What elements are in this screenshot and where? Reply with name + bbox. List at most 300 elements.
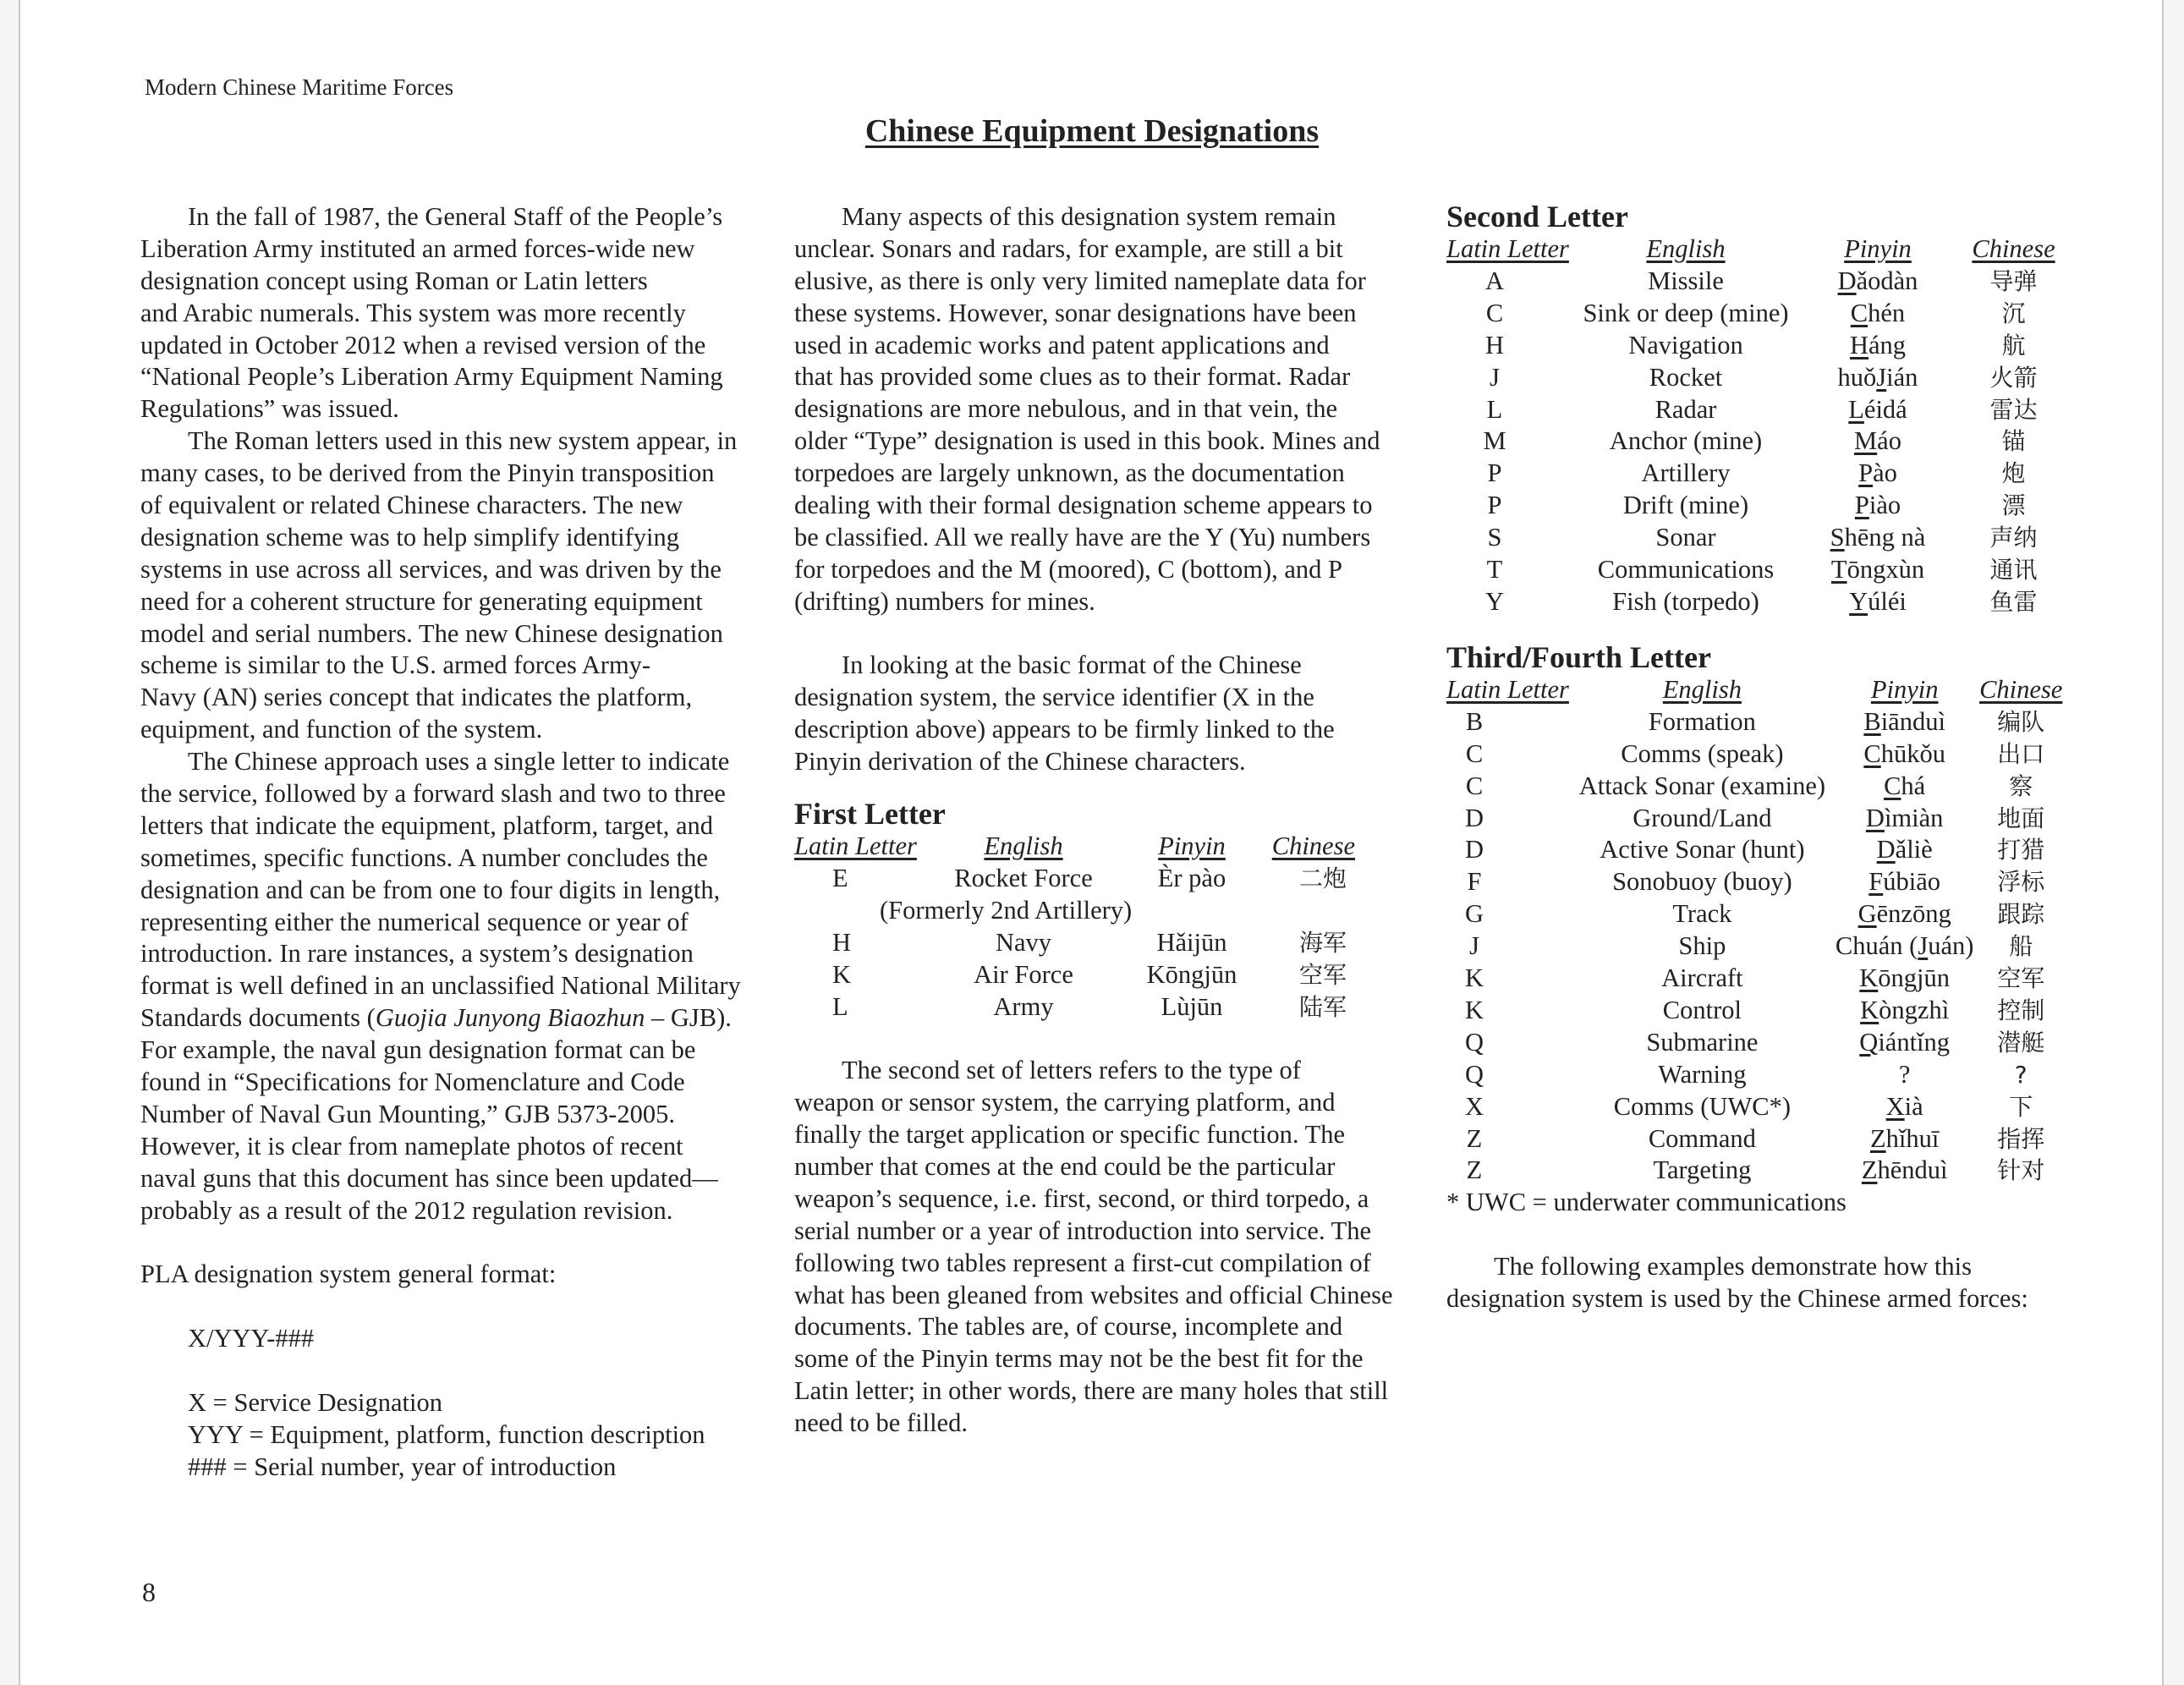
paragraph-examples-intro [1446,1251,2089,1315]
latin-letter-cell [1446,522,1575,554]
right-column [1446,200,2089,1315]
column-header-english: English [984,832,1063,861]
pinyin-cell [1797,522,1959,554]
english-cell: Attack Sonar (examine) [1578,771,1826,800]
text-line: torpedoes are largely unknown, as the documentation [794,458,1345,488]
chinese-cell: 导弹 [1989,266,2038,295]
table-row [1446,425,2068,458]
text-line: the service, followed by a forward slash and two to three [140,779,726,809]
chinese-cell: 潜艇 [1997,1028,2045,1057]
second-letter-table [1446,233,2068,618]
pinyin-cell [1836,866,1974,898]
latin-letter: D [1464,803,1484,832]
pinyin-key-letter: D [1837,266,1857,295]
pinyin-cell [1836,1091,1974,1123]
text-line: Navy (AN) series concept that indicates the platform, [140,683,693,712]
table-row [1446,771,2068,803]
latin-letter-cell [1446,586,1575,618]
english-cell: Rocket Force [954,863,1093,892]
pinyin-rest: ià [1904,1091,1923,1121]
pinyin-key-letter: H [1849,330,1868,360]
pinyin-cell [1797,330,1959,362]
chinese-cell: 跟踪 [1997,900,2045,929]
chinese-cell: 下 [2009,1092,2033,1121]
paragraph-second-set [794,1055,1420,1440]
latin-letter-cell: E [832,863,848,892]
chinese-cell: 打猎 [1997,836,2045,864]
text-line: The Roman letters used in this new system appear, in [188,426,738,456]
latin-letter: P [1487,491,1502,520]
pinyin-cell [1797,362,1959,394]
english-cell: Sonar [1655,523,1716,552]
text-line: found in “Specifications for Nomenclature and Code [140,1068,685,1097]
text-line: In the fall of 1987, the General Staff of the People’s [188,202,723,231]
latin-letter-cell [1446,330,1575,362]
pinyin-rest: ǎodàn [1856,266,1918,295]
column-header-pinyin: Pinyin [1870,674,1939,704]
pinyin-cell [1836,1027,1974,1059]
latin-letter: C [1485,298,1504,327]
text-line: be classified. All we really have are the Y (Yu) numbers [794,522,1371,552]
latin-letter: X [1464,1091,1484,1121]
english-cell: Navy [995,927,1052,957]
pinyin-cell [1836,1123,1974,1155]
table-header-row [1446,233,2068,266]
pinyin-cell [1797,586,1959,618]
running-head: Modern Chinese Maritime Forces [145,74,454,100]
pinyin-key-letter: X [1885,1091,1905,1121]
pinyin-rest: há [1901,771,1926,800]
chinese-cell: 出口 [1997,739,2045,768]
latin-letter-cell [1446,394,1575,426]
pinyin-key-letter: S [1830,523,1845,552]
page-title [0,112,2184,151]
text-line: and Arabic numerals. This system was more recently [140,298,686,327]
english-cell: Artillery [1641,458,1731,488]
latin-letter: Y [1484,586,1505,616]
pinyin-cell: Kōngjūn [1146,959,1237,989]
table-row [1446,394,2068,426]
pinyin-rest: iào [1868,491,1901,520]
pinyin-key-letter: B [1863,706,1881,736]
english-cell: Drift (mine) [1622,491,1749,520]
chinese-cell: 编队 [1997,707,2045,736]
text-line: that has provided some clues as to their format. Radar [794,362,1351,392]
latin-letter: D [1464,835,1484,864]
latin-letter-cell [1446,1155,1569,1187]
latin-letter-cell [1446,1027,1569,1059]
pinyin-key-letter: T [1830,555,1847,585]
latin-letter-cell [1446,803,1569,835]
latin-letter: B [1465,706,1484,736]
pinyin-key-letter: C [1884,771,1901,800]
latin-letter-cell [1446,706,1569,738]
latin-letter: J [1490,362,1500,392]
text-line: model and serial numbers. The new Chinese designation [140,618,723,648]
text-line: elusive, as there is only very limited nameplate data for [794,266,1366,295]
pinyin-cell [1836,803,1974,835]
pinyin-key-letter: M [1854,426,1878,456]
text-line: However, it is clear from nameplate photos of recent [140,1131,683,1161]
table-row [1446,1091,2068,1123]
chinese-cell: 针对 [1997,1156,2045,1185]
pinyin-rest: ? [1898,1059,1911,1089]
text-line: what has been gleaned from websites and official Chinese [794,1280,1393,1309]
latin-letter-cell [1446,963,1569,995]
pinyin-cell [1836,995,1974,1027]
table-row [1446,995,2068,1027]
text-line: Liberation Army instituted an armed forces-wide new [140,233,695,263]
english-cell: Track [1672,899,1732,929]
pinyin-rest: hǐhuī [1885,1123,1940,1153]
latin-letter: A [1484,266,1505,295]
english-cell: Radar [1654,394,1717,424]
latin-letter-cell: H [832,927,852,957]
text-line: Latin letter; in other words, there are many holes that still [794,1376,1389,1406]
table-row [1446,803,2068,835]
text-line: format is well defined in an unclassified National Military [140,971,741,1001]
english-cell: Fish (torpedo) [1612,586,1759,616]
english-cell: Communications [1597,555,1775,585]
text-line: designation concept using Roman or Latin letters [140,266,648,295]
page-number: 8 [142,1577,156,1607]
chinese-cell: 炮 [2001,459,2026,488]
pinyin-key-letter: D [1865,803,1885,832]
text-line: systems in use across all services, and was driven by the [140,554,722,584]
text-line: scheme is similar to the U.S. armed forces Army- [140,650,651,680]
pinyin-rest: ào [1873,458,1897,488]
english-cell: Control [1662,995,1742,1024]
gjb-italic-term: Guojia Junyong Biaozhun [375,1003,645,1033]
pinyin-key-letter: Y [1849,586,1868,616]
text-line: naval guns that this document has since been updated— [140,1163,718,1193]
latin-letter-cell [1446,298,1575,330]
latin-letter-cell [1446,995,1569,1027]
latin-letter-cell [1446,1123,1569,1155]
latin-letter-cell [1446,490,1575,522]
latin-letter: Z [1466,1123,1483,1153]
latin-letter: H [1484,330,1505,360]
latin-letter-cell [1446,1091,1569,1123]
pinyin-rest: ēnzōng [1876,899,1951,929]
table-row [794,863,1355,895]
text-line: description above) appears to be firmly linked to the [794,715,1335,744]
pinyin-key-letter: G [1857,899,1877,929]
text-line: “National People’s Liberation Army Equipment Naming [140,362,723,392]
text-line: some of the Pinyin terms may not be the best fit for the [794,1344,1364,1374]
pinyin-cell [1797,554,1959,586]
column-header-english: English [1662,674,1742,704]
pinyin-rest: ìmiàn [1884,803,1944,832]
latin-letter: L [1486,394,1503,424]
pinyin-cell [1836,1155,1974,1187]
pinyin-rest: ián [1886,362,1918,392]
table-row [1446,866,2068,898]
pinyin-rest: òngzhì [1879,995,1950,1024]
text-line: sometimes, specific functions. A number concludes the [140,842,708,872]
latin-letter: Q [1464,1059,1484,1089]
text-line: weapon or sensor system, the carrying platform, and [794,1088,1336,1117]
paragraph-chinese-approach [140,746,766,1227]
pinyin-key-letter: D [1876,835,1896,864]
format-pattern: X/YYY-### [188,1324,315,1353]
text-line: (drifting) numbers for mines. [794,586,1095,616]
text-line: designation scheme was to help simplify identifying [140,522,680,552]
latin-letter-cell [1446,738,1569,771]
text-line: The Chinese approach uses a single letter to indicate [188,747,730,777]
paragraph-unclear-aspects [794,201,1420,618]
latin-letter-cell [1446,554,1575,586]
latin-letter: M [1483,426,1506,456]
pinyin-prefix: Chuán ( [1835,931,1918,961]
pinyin-rest: iántǐng [1878,1027,1951,1057]
english-cell: Formation [1648,706,1756,736]
column-header-latin-letter: Latin Letter [1446,674,1569,704]
pinyin-rest: uán) [1928,931,1974,961]
english-cell: Sink or deep (mine) [1583,298,1789,327]
format-legend-line: ### = Serial number, year of introduction [188,1452,617,1481]
table-row [794,959,1355,991]
pinyin-rest: úléi [1868,586,1907,616]
text-line [140,1002,766,1035]
table-row [1446,1155,2068,1187]
text-line: older “Type” designation is used in this book. Mines and [794,426,1380,456]
latin-letter: K [1464,963,1484,993]
pinyin-key-letter: K [1860,995,1879,1024]
first-letter-heading: First Letter [794,797,946,832]
column-header-pinyin: Pinyin [1844,234,1912,263]
table-row [1446,834,2068,866]
pinyin-cell [1797,394,1959,426]
chinese-cell: 浮标 [1997,868,2045,897]
english-cell: Aircraft [1661,963,1743,993]
chinese-cell: 陆军 [1298,992,1347,1021]
latin-letter-cell [1446,834,1569,866]
english-cell: Missile [1648,266,1724,295]
table-row [1446,1123,2068,1155]
pinyin-key-letter: J [1876,362,1887,392]
latin-letter-cell [1446,362,1575,394]
format-intro: PLA designation system general format: [140,1260,557,1289]
latin-letter: Q [1464,1027,1484,1057]
text-line: introduction. In rare instances, a system’s designation [140,939,694,969]
paragraph-roman-letters [140,425,766,746]
pinyin-cell [1797,425,1959,458]
table-row [1446,522,2068,554]
table-header-row [794,831,1355,863]
latin-letter-cell [1446,266,1575,298]
english-cell-note: (Formerly 2nd Artillery) [880,895,1133,925]
table-row [1446,738,2068,771]
column-header-chinese: Chinese [1979,674,2063,704]
pinyin-rest: áng [1868,330,1907,360]
table-row [1446,586,2068,618]
english-cell: Comms (UWC*) [1613,1091,1792,1121]
latin-letter: G [1464,899,1484,929]
text-line: equipment, and function of the system. [140,715,543,744]
pinyin-key-letter: Z [1861,1155,1878,1185]
latin-letter: P [1487,458,1502,488]
text-line: For example, the naval gun designation format can be [140,1035,696,1065]
text-line: used in academic works and patent applications and [794,330,1330,360]
pinyin-cell [1836,930,1974,963]
pinyin-rest: ǎliè [1895,835,1933,864]
latin-letter: J [1469,931,1479,961]
text-line: The following examples demonstrate how this [1494,1252,1972,1282]
latin-letter: T [1486,555,1503,585]
text-line: documents. The tables are, of course, incomplete and [794,1312,1343,1342]
table-row [1446,963,2068,995]
format-legend-line: X = Service Designation [188,1387,442,1417]
pinyin-key-letter: C [1850,298,1868,327]
chinese-cell: 雷达 [1989,395,2038,424]
english-cell: Active Sonar (hunt) [1600,835,1805,864]
text-span: Standards documents ( [140,1003,376,1033]
text-line: weapon’s sequence, i.e. first, second, or third torpedo, a [794,1183,1369,1213]
pinyin-prefix: huǒ [1837,362,1877,392]
chinese-cell: 空军 [1997,964,2045,993]
pinyin-key-letter: F [1868,867,1884,897]
table-row [1446,554,2068,586]
latin-letter-cell: L [832,991,848,1021]
pinyin-key-letter: L [1848,394,1864,424]
latin-letter-cell [1446,458,1575,490]
latin-letter-cell [1446,425,1575,458]
pinyin-key-letter: Q [1859,1027,1879,1057]
table-header-row [1446,674,2068,706]
chinese-cell: 船 [2009,932,2033,961]
chinese-cell: ? [2014,1060,2028,1089]
text-line: Pinyin derivation of the Chinese characters. [794,747,1246,777]
pinyin-key-letter: J [1918,931,1929,961]
pinyin-rest: hēng nà [1844,523,1926,552]
english-cell: Army [993,991,1054,1021]
text-line: designation system is used by the Chinese armed forces: [1446,1284,2028,1314]
english-cell: Submarine [1646,1027,1759,1057]
text-line: unclear. Sonars and radars, for example, are still a bit [794,233,1343,263]
pinyin-rest: éidá [1863,394,1907,424]
pinyin-cell: Hǎijūn [1156,927,1227,957]
pinyin-key-letter: C [1863,738,1881,768]
english-cell: Ship [1678,931,1726,961]
third-fourth-letter-heading: Third/Fourth Letter [1446,639,1711,674]
chinese-cell: 二炮 [1298,864,1347,892]
second-letter-heading: Second Letter [1446,200,1628,233]
latin-letter: K [1464,995,1484,1024]
chinese-cell: 漂 [2001,491,2026,520]
text-line: many cases, to be derived from the Pinyin transposition [140,458,715,488]
chinese-cell: 鱼雷 [1989,587,2038,616]
text-line: of equivalent or related Chinese characters. The new [140,491,683,520]
page-title-text: Chinese Equipment Designations [864,113,1320,149]
text-line: representing either the numerical sequence or year of [140,907,689,936]
latin-letter: F [1467,867,1482,897]
pinyin-cell: Èr pào [1157,863,1226,892]
text-line: Many aspects of this designation system remain [842,202,1336,231]
pinyin-cell [1836,898,1974,930]
column-header-latin-letter: Latin Letter [1446,234,1569,263]
table-row [1446,490,2068,522]
english-cell: Targeting [1653,1155,1752,1185]
pinyin-rest: iānduì [1880,706,1945,736]
text-line: designations are more nebulous, and in that vein, the [794,394,1338,424]
pinyin-cell [1836,738,1974,771]
middle-column [794,201,1420,1440]
pinyin-rest: ōngxùn [1847,555,1925,585]
table-row [1446,458,2068,490]
footnote: * UWC = underwater communications [1446,1188,1847,1217]
latin-letter-cell [1446,771,1569,803]
text-span: – GJB). [645,1003,732,1033]
pinyin-rest: áo [1877,426,1901,456]
english-cell: Command [1648,1123,1756,1153]
paragraph-basic-format [794,650,1420,778]
pinyin-rest: úbiāo [1883,867,1941,897]
chinese-cell: 通讯 [1989,556,2038,585]
text-line: serial number or a year of introduction into service. The [794,1216,1372,1245]
text-line: Number of Naval Gun Mounting,” GJB 5373-2005. [140,1099,675,1128]
text-line: letters that indicate the equipment, platform, target, and [140,810,713,840]
table-row [1446,330,2068,362]
pinyin-rest: hén [1868,298,1906,327]
column-header-english: English [1646,234,1726,263]
latin-letter-cell: K [832,959,852,989]
format-legend-line: YYY = Equipment, platform, function description [188,1419,705,1449]
pinyin-cell [1797,266,1959,298]
english-cell: Sonobuoy (buoy) [1612,867,1792,897]
pinyin-key-letter: P [1854,491,1869,520]
text-line: these systems. However, sonar designations have been [794,298,1357,327]
table-row [1446,266,2068,298]
text-line: updated in October 2012 when a revised version of the [140,330,706,360]
pinyin-cell: Lùjūn [1161,991,1223,1021]
column-header-chinese: Chinese [1271,832,1355,861]
table-row [1446,706,2068,738]
text-line: following two tables represent a first-cut compilation of [794,1248,1371,1277]
text-line: designation and can be from one to four digits in length, [140,875,721,904]
table-row [794,895,1355,927]
left-column [140,201,766,1484]
pinyin-rest: hēnduì [1877,1155,1948,1185]
pinyin-cell [1836,834,1974,866]
chinese-cell: 指挥 [1997,1124,2045,1153]
table-row [794,991,1355,1024]
pinyin-rest: ōngjūn [1878,963,1951,993]
latin-letter-cell [1446,930,1569,963]
latin-letter-cell [1446,1059,1569,1091]
text-line: for torpedoes and the M (moored), C (bottom), and P [794,554,1342,584]
table-row [1446,930,2068,963]
chinese-cell: 控制 [1997,996,2045,1024]
column-header-pinyin: Pinyin [1158,832,1226,861]
chinese-cell: 察 [2009,771,2033,800]
english-cell: Rocket [1649,362,1723,392]
paragraph-intro [140,201,766,425]
english-cell: Warning [1658,1059,1747,1089]
english-cell: Comms (speak) [1621,738,1784,768]
table-row [794,927,1355,959]
pinyin-key-letter: Z [1869,1123,1886,1153]
latin-letter: C [1465,738,1484,768]
chinese-cell: 空军 [1298,960,1347,989]
text-line: finally the target application or specific function. The [794,1120,1346,1150]
latin-letter: C [1465,771,1484,800]
text-line: dealing with their formal designation scheme appears to [794,491,1373,520]
chinese-cell: 声纳 [1989,524,2038,552]
first-letter-table [794,831,1355,1023]
pinyin-cell [1836,1059,1974,1091]
table-row [1446,898,2068,930]
